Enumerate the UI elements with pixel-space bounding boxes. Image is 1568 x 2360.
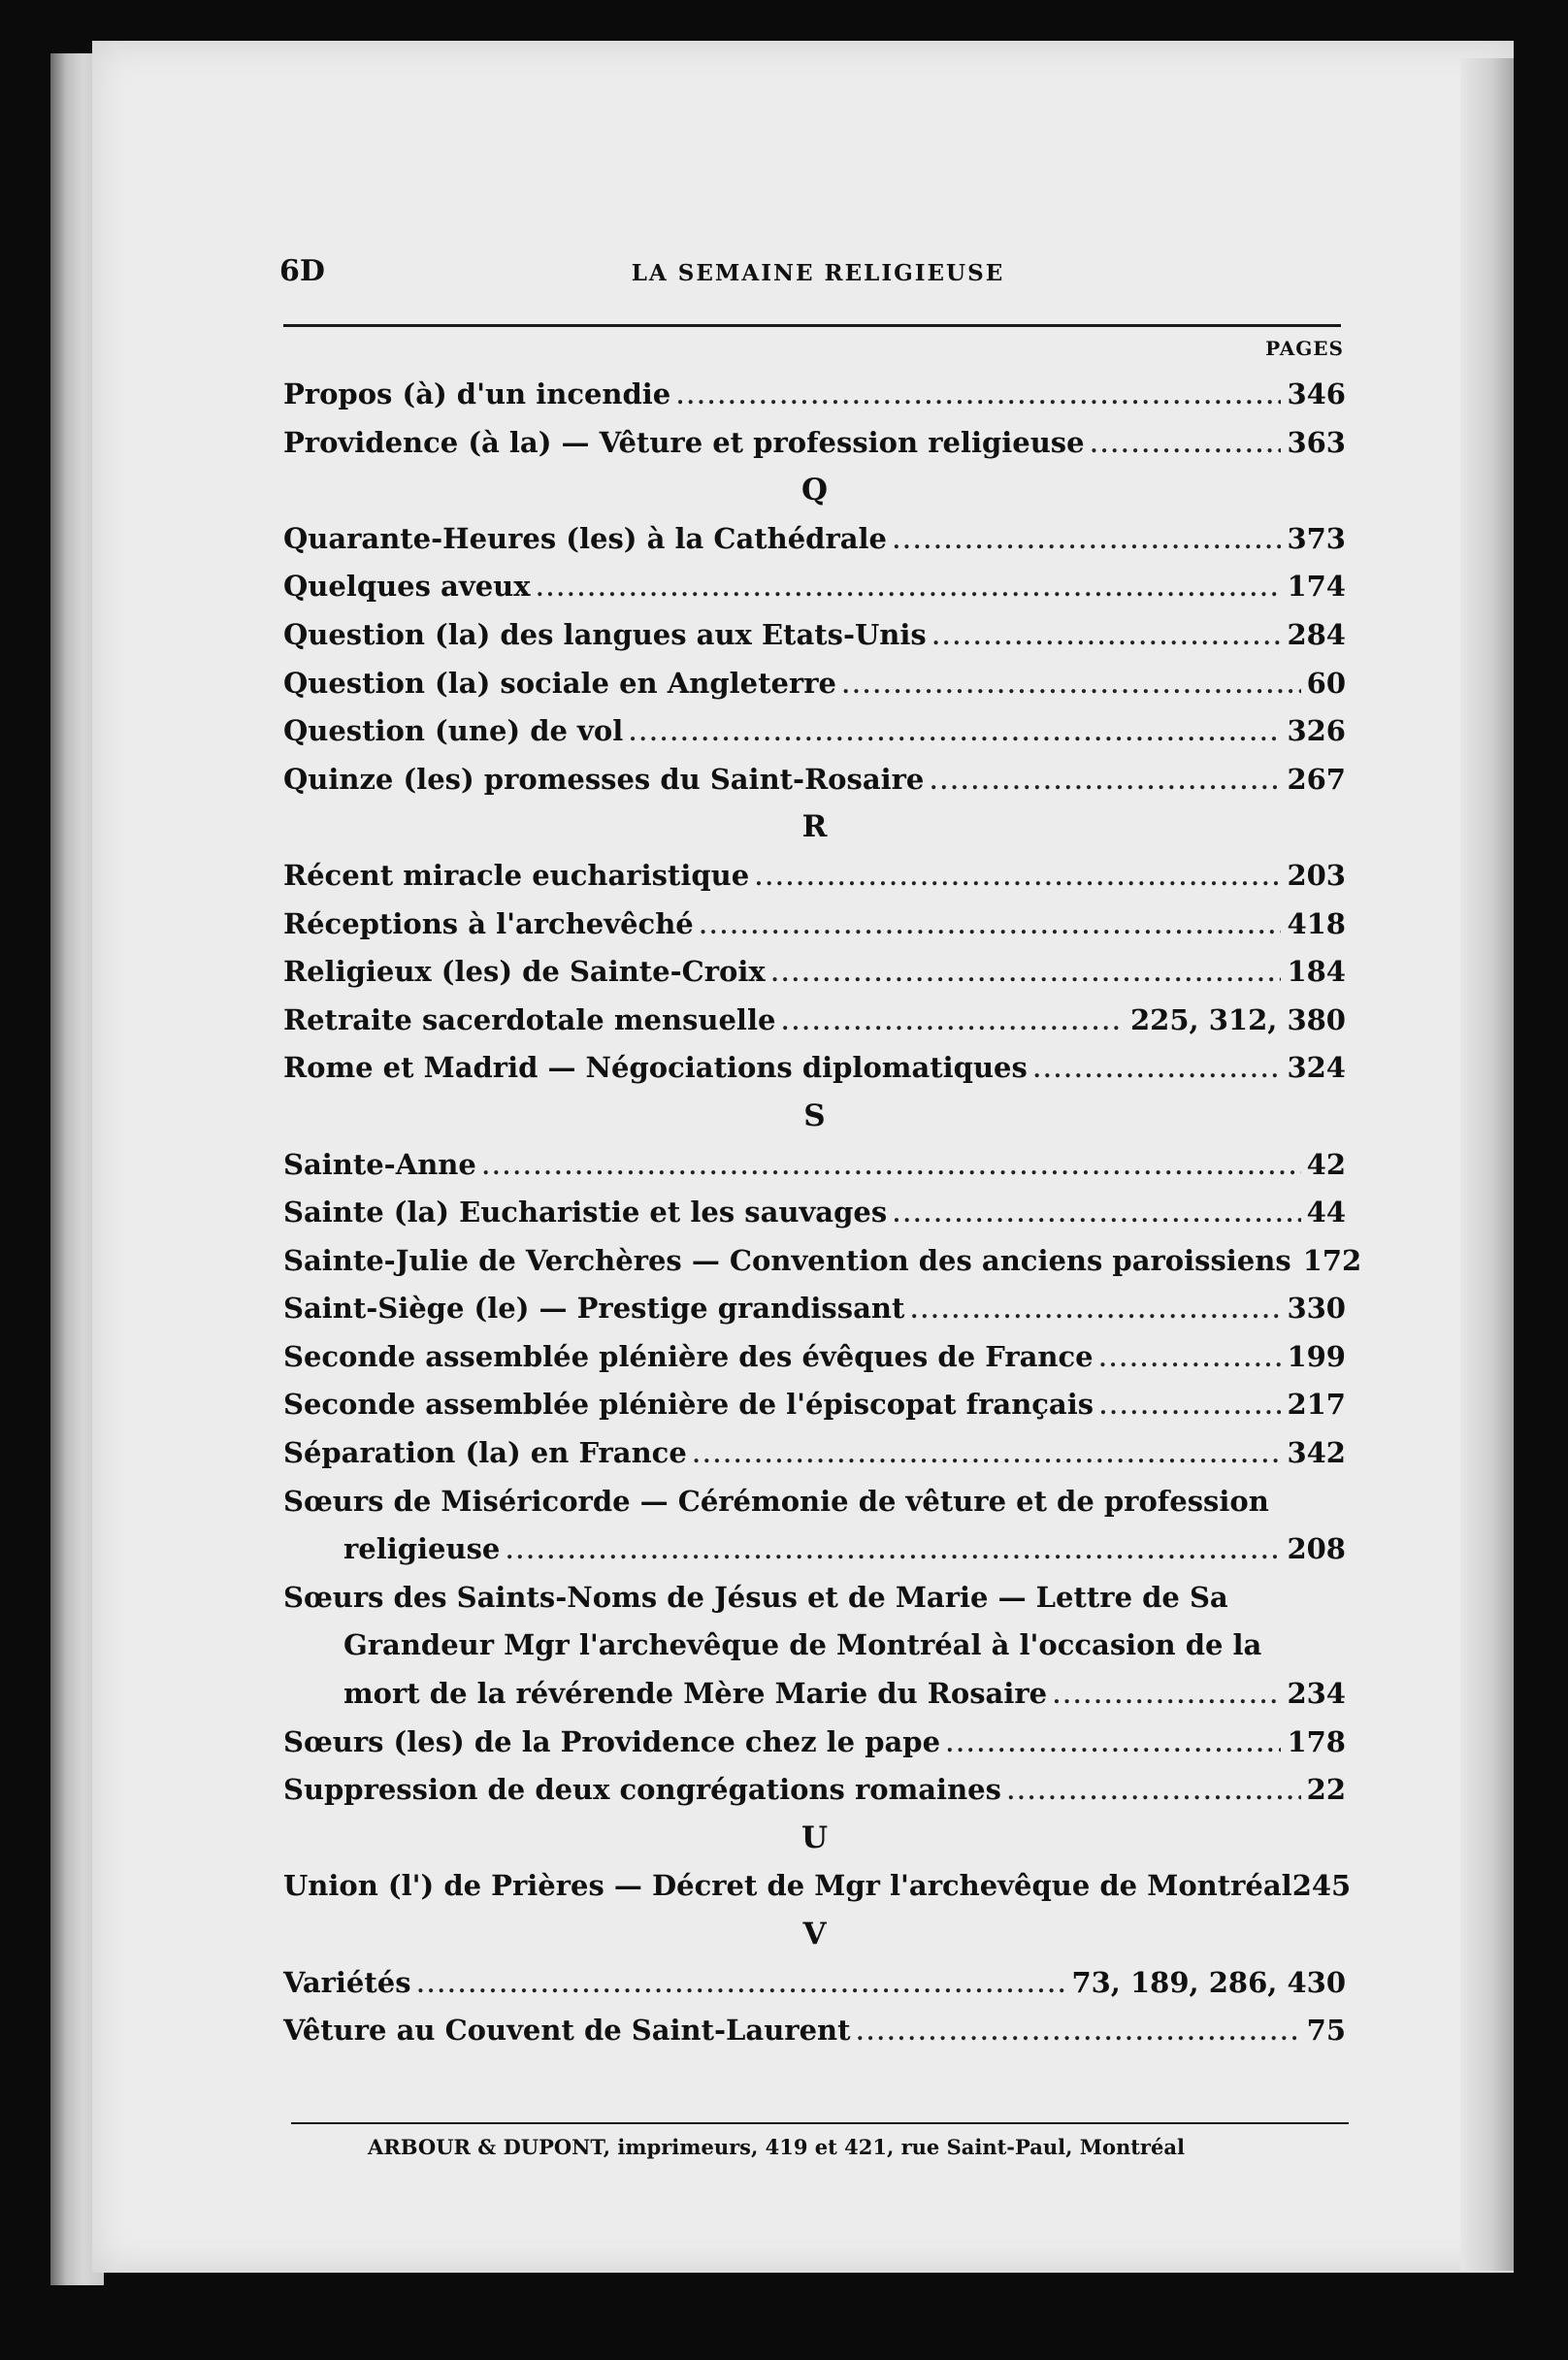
entry-pages: 346 (1287, 377, 1346, 410)
index-entry (283, 1044, 1346, 1093)
index-entry (283, 1862, 1352, 1911)
index-entry (283, 852, 1346, 901)
entry-pages: 184 (1287, 955, 1346, 989)
dot-leader (781, 1000, 1125, 1048)
entry-title: Saint-Siège (le) — Prestige grandissant (283, 1292, 905, 1326)
dot-leader (842, 663, 1301, 711)
index-entry (283, 611, 1346, 660)
section-letter: R (801, 809, 828, 845)
entry-title: Question (une) de vol (283, 714, 624, 748)
dot-leader (693, 1432, 1282, 1481)
entry-title: Religieux (les) de Sainte-Croix (283, 955, 766, 989)
dot-leader (482, 1144, 1301, 1193)
entry-pages: 342 (1287, 1436, 1346, 1470)
dot-leader (946, 1721, 1281, 1770)
entry-pages: 60 (1306, 666, 1346, 700)
entry-title: Suppression de deux congrégations romaines (283, 1773, 1001, 1807)
running-head (279, 254, 1356, 293)
entry-title: Vêture au Couvent de Saint-Laurent (283, 2014, 851, 2048)
dot-leader (629, 710, 1281, 759)
entry-pages: 225, 312, 380 (1130, 1002, 1346, 1036)
index-entry (283, 1141, 1346, 1190)
entry-title: Retraite sacerdotale mensuelle (283, 1002, 776, 1036)
entry-title: Question (la) des langues aux Etats-Unis (283, 617, 927, 651)
pages-column-heading: PAGES (1265, 337, 1344, 360)
entry-pages: 208 (1287, 1532, 1346, 1566)
entry-pages: 73, 189, 286, 430 (1071, 1965, 1346, 1999)
index-entry (283, 1429, 1346, 1478)
journal-title: LA SEMAINE RELIGIEUSE (631, 260, 1005, 286)
entry-title: Grandeur Mgr l'archevêque de Montréal à l'occasion de la (343, 1628, 1262, 1662)
section-letter: Q (800, 473, 828, 508)
dot-leader (932, 614, 1282, 663)
entry-title: mort de la révérende Mère Marie du Rosaire (343, 1677, 1048, 1711)
index-entry (283, 1285, 1346, 1333)
dot-leader (417, 1962, 1066, 2011)
dot-leader (506, 1528, 1281, 1577)
index-entry (283, 948, 1346, 997)
dot-leader (1033, 1047, 1282, 1096)
index-entry (283, 2007, 1346, 2055)
header-rule (283, 324, 1341, 327)
entry-title: Récent miracle eucharistique (283, 858, 750, 892)
entry-title: Quarante-Heures (les) à la Cathédrale (283, 521, 887, 555)
entry-title: Réceptions à l'archevêché (283, 906, 694, 940)
dot-leader (1053, 1673, 1281, 1721)
index-entry (283, 1719, 1346, 1767)
entry-pages: 174 (1287, 570, 1346, 604)
entry-title: Rome et Madrid — Négociations diplomatiques (283, 1051, 1028, 1085)
index-entry (283, 1959, 1346, 2008)
index-entry (283, 707, 1346, 756)
section-letter: V (802, 1917, 827, 1951)
section-letter: U (800, 1819, 829, 1855)
index-entry (283, 1189, 1346, 1237)
page-edge (1460, 58, 1514, 2271)
dot-leader (1099, 1384, 1281, 1432)
index-entry (283, 660, 1346, 708)
entry-title: Sainte-Julie de Verchères — Convention des anciens paroissiens (283, 1243, 1291, 1277)
entry-title: Sœurs des Saints-Noms de Jésus et de Marie — Lettre de Sa (283, 1580, 1228, 1614)
dot-leader (1007, 1769, 1301, 1818)
entry-title: Seconde assemblée plénière de l'épiscopat français (283, 1388, 1094, 1422)
index-entry (283, 1381, 1346, 1429)
entry-title: Quelques aveux (283, 570, 531, 604)
entry-pages: 75 (1306, 2014, 1346, 2048)
index-entry (283, 515, 1346, 564)
entry-pages: 22 (1306, 1773, 1346, 1807)
entry-pages: 178 (1287, 1724, 1346, 1758)
index-entry (283, 1237, 1362, 1286)
entry-pages: 245 (1291, 1869, 1352, 1903)
entry-pages: 363 (1287, 425, 1346, 459)
entry-pages: 203 (1287, 858, 1346, 892)
dot-leader (676, 374, 1281, 422)
entry-title: Seconde assemblée plénière des évêques de France (283, 1339, 1094, 1373)
entry-pages: 330 (1287, 1292, 1346, 1326)
entry-title: religieuse (343, 1532, 501, 1566)
dot-leader (755, 855, 1281, 903)
dot-leader (537, 566, 1282, 614)
dot-leader (910, 1288, 1281, 1336)
entry-title: Variétés (283, 1965, 411, 1999)
dot-leader (1099, 1336, 1282, 1385)
entry-title: Séparation (la) en France (283, 1436, 687, 1470)
index-entry (283, 1525, 1346, 1574)
entry-pages: 234 (1287, 1677, 1346, 1711)
page-number: 6D (279, 254, 325, 288)
index-entry (283, 1766, 1346, 1815)
entry-title: Propos (à) d'un incendie (283, 377, 671, 410)
index-entry (283, 371, 1346, 419)
dot-leader (893, 1192, 1300, 1240)
entry-title: Sainte (la) Eucharistie et les sauvages (283, 1196, 888, 1229)
entry-title: Quinze (les) promesses du Saint-Rosaire (283, 762, 925, 796)
entry-pages: 172 (1302, 1243, 1362, 1277)
index-entry (283, 563, 1346, 611)
entry-pages: 418 (1287, 906, 1346, 940)
entry-title: Sainte-Anne (283, 1147, 476, 1181)
entry-pages: 326 (1287, 714, 1346, 748)
dot-leader (930, 759, 1281, 807)
index-entry (283, 997, 1346, 1045)
index-entry-continued (283, 1574, 1346, 1622)
dot-leader (893, 518, 1281, 567)
dot-leader (700, 903, 1282, 952)
entry-pages: 267 (1287, 762, 1346, 796)
entry-pages: 44 (1306, 1196, 1346, 1229)
entry-title: Sœurs de Miséricorde — Cérémonie de vêture et de profession (283, 1484, 1269, 1518)
entry-pages: 217 (1287, 1388, 1346, 1422)
entry-pages: 284 (1287, 617, 1346, 651)
entry-title: Question (la) sociale en Angleterre (283, 666, 836, 700)
dot-leader (771, 951, 1282, 1000)
entry-title: Providence (à la) — Vêture et profession religieuse (283, 425, 1085, 459)
index-entry (283, 419, 1346, 468)
index-entry (283, 756, 1346, 804)
entry-title: Union (l') de Prières — Décret de Mgr l'archevêque de Montréal (283, 1869, 1292, 1903)
entry-title: Sœurs (les) de la Providence chez le pape (283, 1724, 941, 1758)
dot-leader (1091, 422, 1282, 471)
index-entry-continued (283, 1622, 1346, 1670)
entry-pages: 42 (1306, 1147, 1346, 1181)
index-entry (283, 1333, 1346, 1382)
entry-pages: 199 (1287, 1339, 1346, 1373)
index-entries (283, 371, 1362, 2055)
entry-pages: 324 (1287, 1051, 1346, 1085)
section-letter: S (803, 1098, 826, 1133)
footer-rule (291, 2122, 1349, 2124)
printer-imprint: ARBOUR & DUPONT, imprimeurs, 419 et 421, rue Saint-Paul, Montréal (368, 2135, 1185, 2159)
index-entry-continued (283, 1478, 1346, 1526)
index-entry (283, 1670, 1346, 1719)
dot-leader (857, 2010, 1301, 2058)
index-entry (283, 901, 1346, 949)
entry-pages: 373 (1287, 521, 1346, 555)
